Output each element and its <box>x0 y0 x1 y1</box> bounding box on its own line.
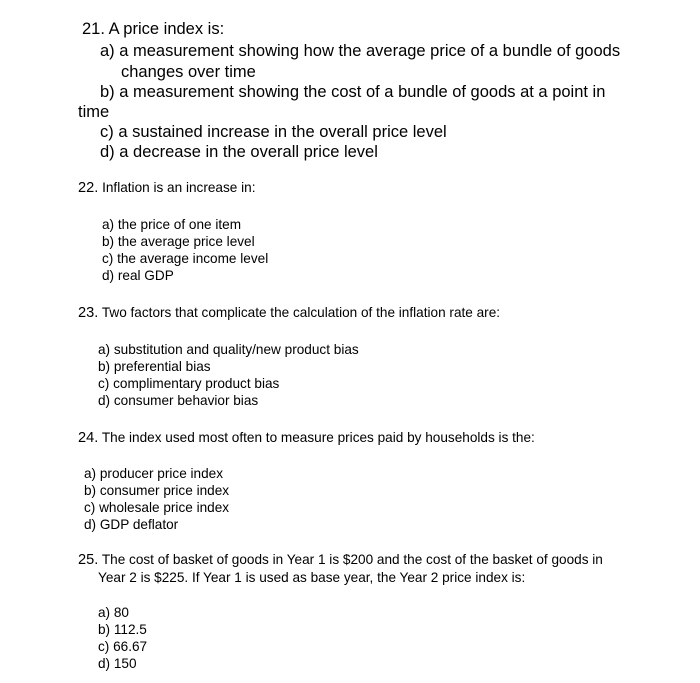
answer-option-b: b) the average price level <box>102 234 255 249</box>
answer-option-c: c) the average income level <box>102 251 269 266</box>
answer-option-c: c) wholesale price index <box>84 500 230 515</box>
question-number: 23. <box>78 305 99 321</box>
question-number: 25. <box>78 552 99 568</box>
answer-option-a: a) producer price index <box>84 466 224 481</box>
answer-option-d: d) 150 <box>98 656 137 671</box>
question-prompt: Two factors that complicate the calculation of the inflation rate are: <box>101 305 501 320</box>
answer-option-b: b) a measurement showing the cost of a bundle of goods at a point in <box>100 83 606 101</box>
question-prompt: The cost of basket of goods in Year 1 is $200 and the cost of the basket of goods in <box>101 552 603 567</box>
question-22-heading <box>78 181 255 196</box>
question-25-heading <box>78 553 603 568</box>
answer-option-c: c) complimentary product bias <box>98 376 280 391</box>
answer-option-d: d) GDP deflator <box>84 517 179 532</box>
question-21-heading <box>82 21 224 38</box>
question-number: 22. <box>78 180 99 196</box>
answer-option-b: b) preferential bias <box>98 359 211 374</box>
question-24-heading <box>78 431 535 446</box>
answer-option-d: d) a decrease in the overall price level <box>100 143 378 161</box>
question-23-heading <box>78 306 500 321</box>
answer-option-a: a) 80 <box>98 605 129 620</box>
question-prompt: Inflation is an increase in: <box>102 180 256 195</box>
answer-option-a: a) a measurement showing how the average price of a bundle of goods <box>100 42 621 60</box>
answer-option-c: c) 66.67 <box>98 639 148 654</box>
answer-option-d: d) consumer behavior bias <box>98 393 259 408</box>
answer-option-b: b) consumer price index <box>84 483 230 498</box>
answer-option-d: d) real GDP <box>102 268 174 283</box>
question-prompt: A price index is: <box>108 20 225 38</box>
question-prompt-continued: Year 2 is $225. If Year 1 is used as base year, the Year 2 price index is: <box>98 570 526 585</box>
answer-option-a: a) substitution and quality/new product bias <box>98 342 359 357</box>
answer-option-a: a) the price of one item <box>102 217 242 232</box>
answer-option-b-continued: time <box>78 103 110 121</box>
question-number: 21. <box>82 20 105 38</box>
question-number: 24. <box>78 430 99 446</box>
answer-option-a-continued: changes over time <box>121 63 256 81</box>
answer-option-c: c) a sustained increase in the overall price level <box>100 123 447 141</box>
question-prompt: The index used most often to measure prices paid by households is the: <box>101 430 535 445</box>
answer-option-b: b) 112.5 <box>98 622 147 637</box>
